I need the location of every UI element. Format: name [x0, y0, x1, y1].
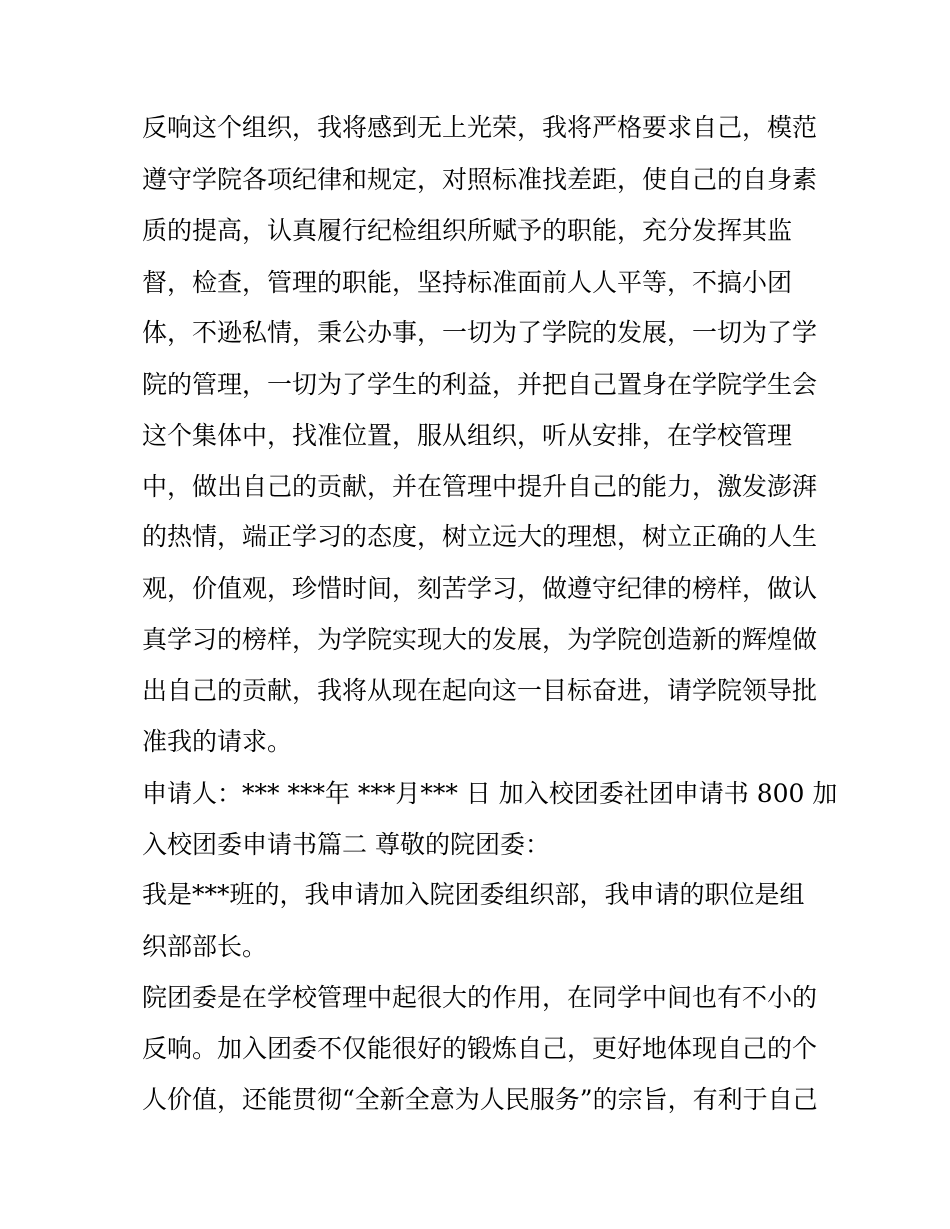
text-line: 申请人：*** ***年 ***月*** 日 加入校团委社团申请书 800 加	[142, 779, 838, 808]
text-line: 督，检查，管理的职能，坚持标准面前人人平等，不搞小团	[142, 268, 793, 297]
text-line: 织部部长。	[142, 932, 268, 961]
text-line: 我是***班的，我申请加入院团委组织部，我申请的职位是组	[142, 880, 805, 909]
text-line: 观，价值观，珍惜时间，刻苦学习，做遵守纪律的榜样，做认	[142, 574, 818, 603]
text-line: 反响这个组织，我将感到无上光荣，我将严格要求自己，模范	[142, 113, 818, 142]
text-line: 质的提高，认真履行纪检组织所赋予的职能，充分发挥其监	[142, 216, 793, 245]
text-line: 的热情，端正学习的态度，树立远大的理想，树立正确的人生	[142, 522, 818, 551]
text-line: 这个集体中，找准位置，服从组织，听从安排，在学校管理	[142, 421, 793, 450]
text-line: 真学习的榜样，为学院实现大的发展，为学院创造新的辉煌做	[142, 625, 818, 654]
text-line: 出自己的贡献，我将从现在起向这一目标奋进，请学院领导批	[142, 676, 818, 705]
text-line: 院团委是在学校管理中起很大的作用，在同学中间也有不小的	[142, 983, 818, 1012]
text-line: 中，做出自己的贡献，并在管理中提升自己的能力，激发澎湃	[142, 472, 818, 501]
text-line: 人价值，还能贯彻“全新全意为人民服务”的宗旨，有利于自己	[142, 1085, 818, 1114]
text-line: 入校团委申请书篇二 尊敬的院团委：	[142, 830, 550, 859]
text-line: 院的管理，一切为了学生的利益，并把自己置身在学院学生会	[142, 370, 818, 399]
text-line: 遵守学院各项纪律和规定，对照标准找差距，使自己的自身素	[142, 165, 818, 194]
text-line: 准我的请求。	[142, 727, 293, 756]
text-line: 反响。加入团委不仅能很好的锻炼自己，更好地体现自己的个	[142, 1034, 818, 1063]
text-line: 体，不逊私情，秉公办事，一切为了学院的发展，一切为了学	[142, 318, 818, 347]
